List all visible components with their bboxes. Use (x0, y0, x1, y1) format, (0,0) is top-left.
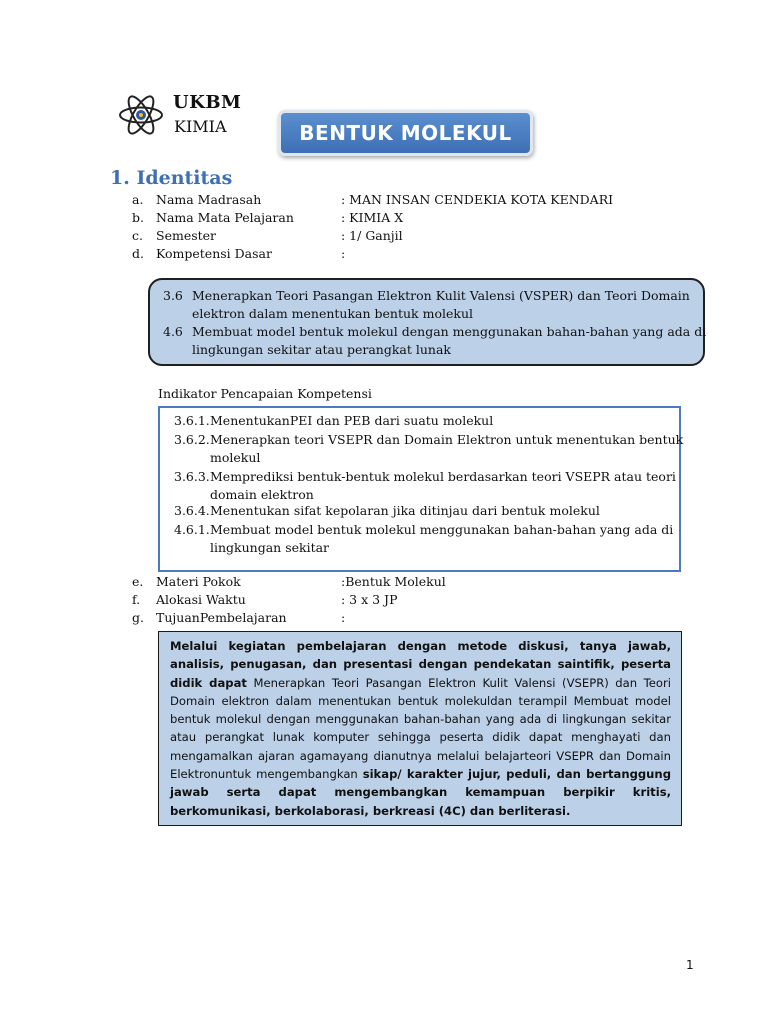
logo-title: UKBM (173, 92, 242, 113)
kd-box (148, 278, 705, 366)
learning-objective-box (158, 631, 682, 826)
row-label: Materi Pokok (156, 574, 241, 589)
indicator-number: 3.6.3. (174, 469, 210, 484)
row-value: : (341, 246, 346, 261)
row-value: :Bentuk Molekul (341, 574, 446, 589)
row-label: Kompetensi Dasar (156, 246, 272, 261)
indicator-number: 3.6.2. (174, 432, 210, 447)
kd-number: 3.6 (163, 288, 183, 303)
kd-text: Menerapkan Teori Pasangan Elektron Kulit Valensi (VSPER) dan Teori Domain (192, 288, 690, 303)
row-label: Nama Madrasah (156, 192, 262, 207)
indicator-box (158, 406, 684, 572)
row-value: : (341, 610, 346, 625)
kd-text: Membuat model bentuk molekul dengan menggunakan bahan-bahan yang ada di (192, 324, 707, 339)
indicator-text: Menerapkan teori VSEPR dan Domain Elektron untuk menentukan bentuk (210, 432, 684, 447)
indicator-text: Memprediksi bentuk-bentuk molekul berdasarkan teori VSEPR atau teori (210, 469, 676, 484)
logo-subtitle: KIMIA (174, 117, 227, 136)
objective-bold-intro: Melalui kegiatan pembelajaran dengan metode diskusi, tanya jawab, analisis, penugasan, dan presentasi dengan pendekatan saintifik, peserta didik dapat (170, 639, 671, 690)
row-label: Semester (156, 228, 217, 243)
row-value: : 3 x 3 JP (341, 592, 398, 607)
objective-body: Menerapkan Teori Pasangan Elektron Kulit Valensi (VSEPR) dan Teori Domain elektron dalam menentukan bentuk molekuldan terampil Membuat model bentuk molekul dengan menggunakan bahan-bahan yang ada di lingkungan sekitar atau perangkat lunak komputer sehingga peserta didik dapat menghayati dan mengamalkan ajaran agamayang dianutnya melalui belajarteori VSEPR dan Domain Elektronuntuk mengembangkan (170, 675, 671, 782)
indicator-text: Menentukan sifat kepolaran jika ditinjau dari bentuk molekul (210, 503, 600, 518)
indicator-number: 3.6.4. (174, 503, 210, 518)
title-banner: BENTUK MOLEKUL (278, 110, 533, 156)
kd-text: lingkungan sekitar atau perangkat lunak (192, 342, 451, 357)
atom-logo (118, 88, 164, 142)
kd-text: elektron dalam menentukan bentuk molekul (192, 306, 473, 321)
section-title: 1. Identitas (110, 167, 233, 189)
row-label: TujuanPembelajaran (156, 610, 287, 625)
page-number: 1 (686, 958, 694, 972)
row-value: : MAN INSAN CENDEKIA KOTA KENDARI (341, 192, 614, 207)
indicator-text: lingkungan sekitar (210, 540, 330, 555)
objective-bold-outro: sikap/ karakter jujur, peduli, dan bertanggung jawab serta dapat mengembangkan kemampuan berpikir kritis, berkomunikasi, berkolaborasi, berkreasi (4C) dan berliterasi. (170, 767, 671, 818)
row-label: Alokasi Waktu (156, 592, 246, 607)
indicator-number: 3.6.1. (174, 413, 210, 428)
row-value: : KIMIA X (341, 210, 404, 225)
row-marker: f. (132, 592, 141, 607)
row-marker: d. (132, 246, 144, 261)
row-marker: e. (132, 574, 144, 589)
row-marker: a. (132, 192, 144, 207)
row-value: : 1/ Ganjil (341, 228, 403, 243)
row-marker: b. (132, 210, 144, 225)
indicator-text: MenentukanPEI dan PEB dari suatu molekul (210, 413, 494, 428)
row-label: Nama Mata Pelajaran (156, 210, 294, 225)
indicator-number: 4.6.1. (174, 522, 210, 537)
indicator-label: Indikator Pencapaian Kompetensi (158, 386, 372, 401)
indicator-text: Membuat model bentuk molekul menggunakan bahan-bahan yang ada di (210, 522, 674, 537)
row-marker: g. (132, 610, 144, 625)
indicator-text: molekul (210, 450, 261, 465)
indicator-text: domain elektron (210, 487, 314, 502)
kd-number: 4.6 (163, 324, 183, 339)
atom-icon (118, 88, 164, 142)
row-marker: c. (132, 228, 143, 243)
